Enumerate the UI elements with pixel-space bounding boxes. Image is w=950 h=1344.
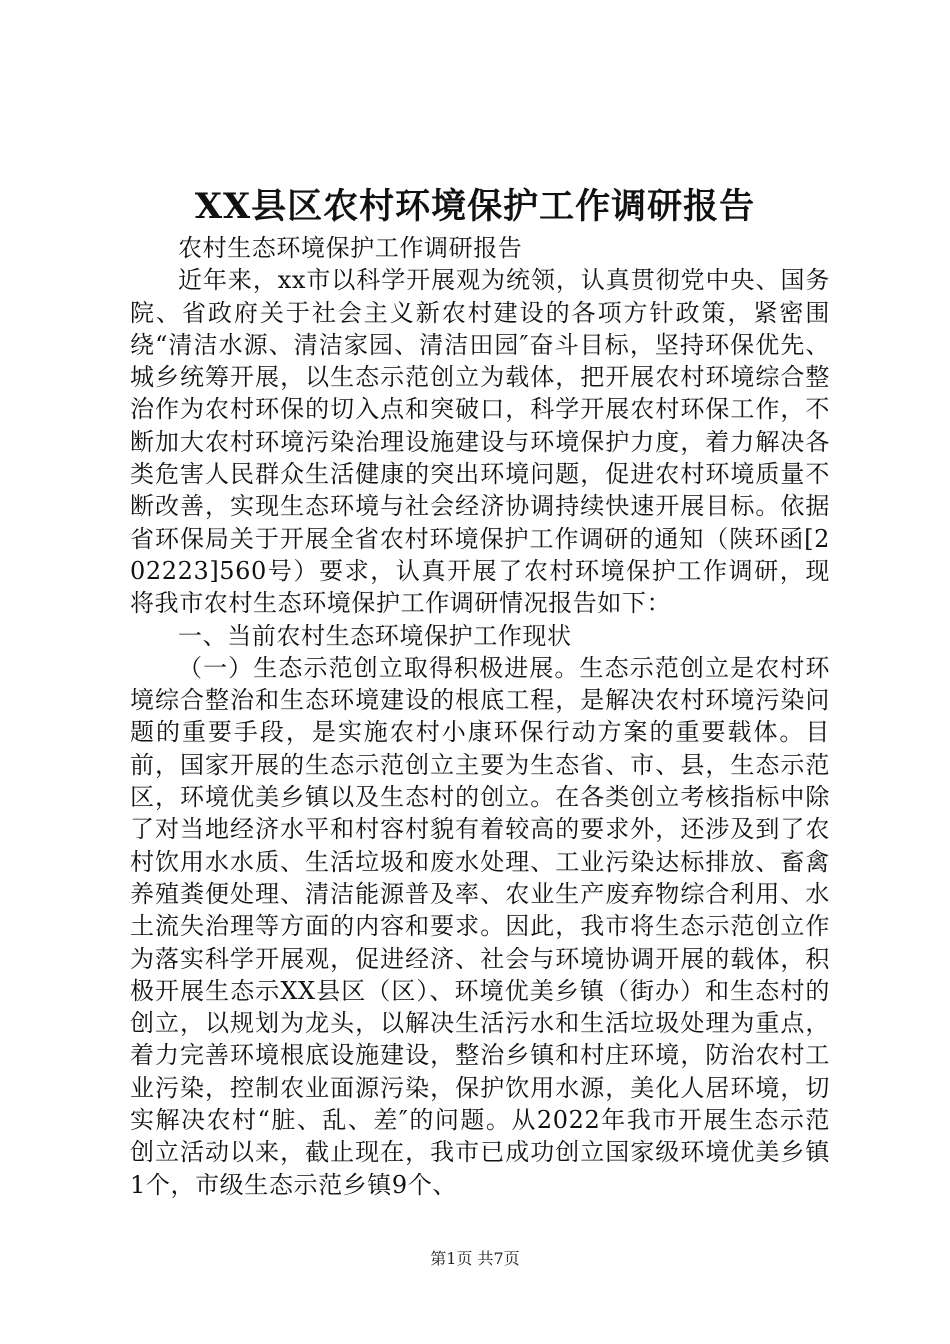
paragraph-subtitle: 农村生态环境保护工作调研报告 [178, 234, 523, 262]
document-title: XX县区农村环境保护工作调研报告 [194, 186, 756, 227]
paragraph-section-1: （一）生态示范创立取得积极进展。生态示范创立是农村环境综合整治和生态环境建设的根底工程，是解决农村环境污染问题的重要手段，是实施农村小康环保行动方案的重要载体。目前，国家开展的生态示范创立主要为生态省、市、县，生态示范区，环境优美乡镇以及生态村的创立。在各类创立考核指标中除了对当地经济水平和村容村貌有着较高的要求外，还涉及到了农村饮用水水质、生活垃圾和废水处理、工业污染达标排放、畜禽养殖粪便处理、清洁能源普及率、农业生产废弃物综合利用、水土流失治理等方面的内容和要求。因此，我市将生态示范创立作为落实科学开展观，促进经济、社会与环境协调开展的载体，积极开展生态示XX县区（区）、环境优美乡镇（街办）和生态村的创立，以规划为龙头，以解决生活污水和生活垃圾处理为重点，着力完善环境根底设施建设，整治乡镇和村庄环境，防治农村工业污染，控制农业面源污染，保护饮用水源，美化人居环境，切实解决农村“脏、乱、差″的问题。从2022年我市开展生态示范创立活动以来，截止现在，我市已成功创立国家级环境优美乡镇1个，市级生态示范乡镇9个、 [130, 653, 830, 1199]
document-body [130, 232, 830, 1201]
paragraph-intro: 近年来，xx市以科学开展观为统领，认真贯彻党中央、国务院、省政府关于社会主义新农村建设的各项方针政策，紧密围绕“清洁水源、清洁家园、清洁田园″奋斗目标，坚持环保优先、城乡统筹开展，以生态示范创立为载体，把开展农村环境综合整治作为农村环保的切入点和突破口，科学开展农村环保工作，不断加大农村环境污染治理设施建设与环境保护力度，着力解决各类危害人民群众生活健康的突出环境问题，促进农村环境质量不断改善，实现生态环境与社会经济协调持续快速开展目标。依据省环保局关于开展全省农村环境保护工作调研的通知（陕环函[202223]560号）要求，认真开展了农村环境保护工作调研，现将我市农村生态环境保护工作调研情况报告如下： [130, 266, 830, 618]
section-heading: 一、当前农村生态环境保护工作现状 [178, 621, 572, 650]
page-footer: 第1页 共7页 [430, 1249, 520, 1268]
